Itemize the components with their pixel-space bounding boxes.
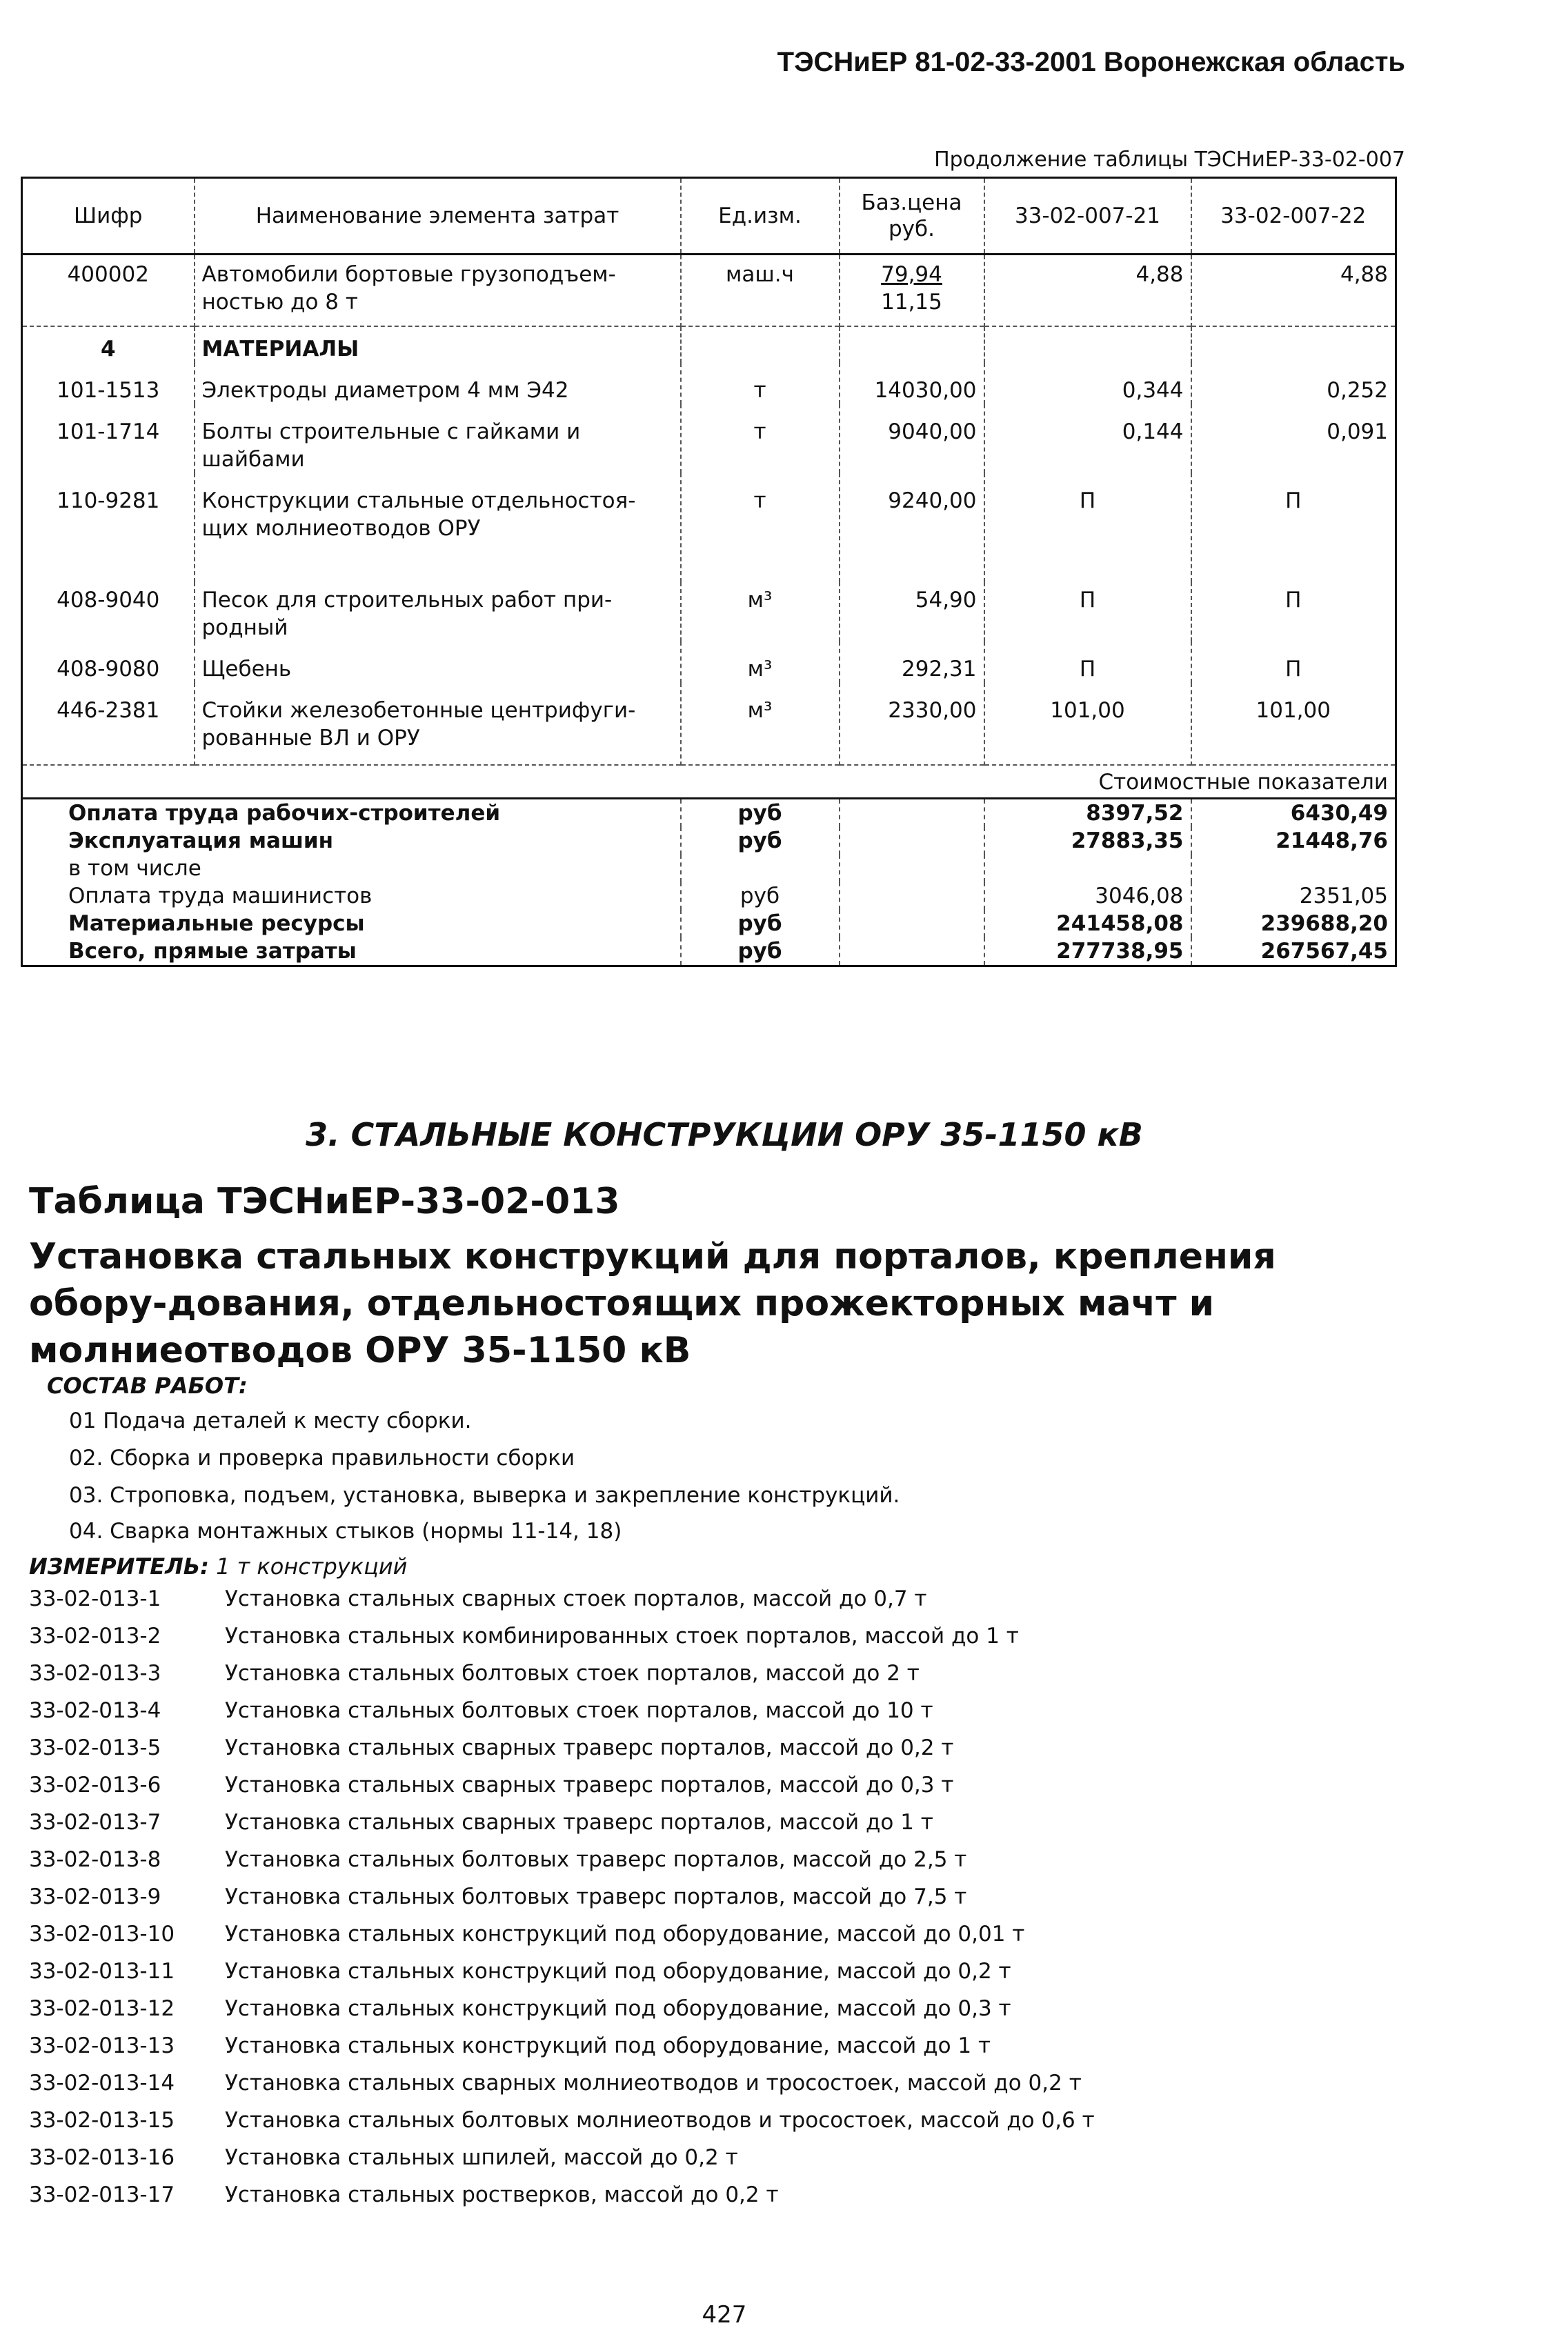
row-code: 101-1714 [57,419,160,444]
norm-description: Установка стальных конструкций под оборудование, массой до 0,3 т [225,1996,1011,2021]
norm-description: Установка стальных болтовых стоек порталов, массой до 10 т [225,1698,933,1723]
row-value-22: П [1191,641,1396,683]
operation-item: 04. Сварка монтажных стыков (нормы 11-14, 18) [69,1519,622,1544]
norm-description: Установка стальных болтовых траверс порталов, массой до 2,5 т [225,1847,967,1872]
group-name: МАТЕРИАЛЫ [195,326,681,363]
norm-code: 33-02-013-7 [29,1810,161,1835]
table-row-materials-group [22,326,1396,363]
table-name: Таблица ТЭСНиЕР-33-02-013 [29,1181,620,1222]
norm-description: Установка стальных сварных траверс порталов, массой до 0,3 т [225,1773,954,1798]
row-value-22: 4,88 [1191,255,1396,327]
norm-code: 33-02-013-17 [29,2182,175,2207]
row-code: 400002 [67,262,149,287]
summary-row [22,799,1396,828]
row-unit: м³ [681,683,840,765]
table-title: Установка стальных конструкций для порталов, крепления обору-дования, отдельностоящих прожекторных мачт и молниеотводов ОРУ 35-1150 кВ [29,1236,1276,1371]
operation-item: 02. Сборка и проверка правильности сборки [69,1446,575,1471]
col-header-name: Наименование элемента затрат [195,178,681,255]
norm-code: 33-02-013-6 [29,1773,161,1798]
norm-code: 33-02-013-10 [29,1922,175,1947]
row-value-21: 101,00 [984,683,1191,765]
row-value-22: 0,091 [1191,404,1396,473]
row-value-21: П [984,473,1191,582]
table-row [22,404,1396,473]
meter-label: ИЗМЕРИТЕЛЬ: [29,1553,209,1580]
row-price: 292,31 [840,641,984,683]
row-name: Болты строительные с гайками и шайбами [195,404,681,473]
summary-value-21: 241458,08 [984,910,1191,937]
norm-description: Установка стальных болтовых стоек порталов, массой до 2 т [225,1661,920,1686]
row-unit: т [681,404,840,473]
row-price: 9240,00 [840,473,984,582]
table-header-row [22,178,1396,255]
cost-indicators-header-row [22,765,1396,799]
col-header-code: Шифр [22,178,195,255]
work-composition-label: СОСТАВ РАБОТ: [47,1373,248,1399]
row-value-21: 0,144 [984,404,1191,473]
resource-table [21,177,1397,967]
table-row [22,641,1396,683]
summary-value-22: 239688,20 [1191,910,1396,937]
summary-value-21: 8397,52 [984,799,1191,828]
row-price: 54,90 [840,582,984,641]
summary-value-21: 3046,08 [984,882,1191,910]
norm-code: 33-02-013-2 [29,1624,161,1649]
col-header-unit: Ед.изм. [681,178,840,255]
row-value-21: 4,88 [984,255,1191,327]
norm-code: 33-02-013-14 [29,2071,175,2096]
norm-description: Установка стальных сварных молниеотводов и тросостоек, массой до 0,2 т [225,2071,1082,2096]
row-price: 2330,00 [840,683,984,765]
group-code: 4 [22,326,195,363]
table-row-machine [22,255,1396,327]
norm-description: Установка стальных болтовых траверс порталов, массой до 7,5 т [225,1884,967,1909]
row-price [840,255,984,327]
cost-indicators-header: Стоимостные показатели [22,765,1396,799]
norm-code: 33-02-013-9 [29,1884,161,1909]
norm-code: 33-02-013-5 [29,1735,161,1760]
norm-code: 33-02-013-13 [29,2033,175,2058]
summary-value-22: 267567,45 [1191,937,1396,966]
operation-item: 03. Строповка, подъем, установка, выверка и закрепление конструкций. [69,1483,900,1508]
row-price-main: 79,94 [881,262,942,287]
row-price: 14030,00 [840,363,984,404]
norm-description: Установка стальных сварных траверс порталов, массой до 1 т [225,1810,933,1835]
summary-label: Всего, прямые затраты [68,939,357,964]
meter-line [29,1553,407,1580]
norm-description: Установка стальных болтовых молниеотводов и тросостоек, массой до 0,6 т [225,2108,1095,2133]
norm-code: 33-02-013-4 [29,1698,161,1723]
row-code: 446-2381 [57,698,160,723]
row-value-22: П [1191,473,1396,582]
summary-row [22,937,1396,966]
summary-unit [681,855,840,882]
summary-label: Оплата труда машинистов [68,884,373,908]
norm-code: 33-02-013-12 [29,1996,175,2021]
summary-value-21 [984,855,1191,882]
summary-row [22,855,1396,882]
norm-description: Установка стальных конструкций под оборудование, массой до 0,01 т [225,1922,1025,1947]
norm-description: Установка стальных ростверков, массой до 0,2 т [225,2182,779,2207]
summary-unit: руб [681,827,840,855]
norm-description: Установка стальных сварных траверс порталов, массой до 0,2 т [225,1735,954,1760]
row-code: 408-9040 [57,588,160,613]
summary-unit: руб [681,937,840,966]
row-unit: т [681,473,840,582]
summary-label: Эксплуатация машин [68,828,334,853]
row-name: Щебень [195,641,681,683]
norm-code: 33-02-013-1 [29,1586,161,1611]
summary-row [22,827,1396,855]
row-name: Электроды диаметром 4 мм Э42 [195,363,681,404]
row-value-21: П [984,641,1191,683]
row-price-secondary: 11,15 [881,290,942,315]
row-value-22: 101,00 [1191,683,1396,765]
summary-unit: руб [681,882,840,910]
row-code: 110-9281 [57,488,160,513]
summary-value-22 [1191,855,1396,882]
section-title: 3. СТАЛЬНЫЕ КОНСТРУКЦИИ ОРУ 35-1150 кВ [306,1116,1143,1153]
norm-code: 33-02-013-16 [29,2145,175,2170]
summary-value-22: 2351,05 [1191,882,1396,910]
norm-description: Установка стальных конструкций под оборудование, массой до 0,2 т [225,1959,1011,1984]
row-value-22: П [1191,582,1396,641]
summary-label: Материальные ресурсы [68,911,365,936]
norm-description: Установка стальных конструкций под оборудование, массой до 1 т [225,2033,991,2058]
summary-unit: руб [681,910,840,937]
row-name: Песок для строительных работ при-родный [195,582,681,641]
summary-value-22: 6430,49 [1191,799,1396,828]
norm-description: Установка стальных комбинированных стоек порталов, массой до 1 т [225,1624,1019,1649]
meter-value: 1 т конструкций [216,1553,408,1580]
table-row [22,473,1396,582]
row-unit: маш.ч [681,255,840,327]
page-number: 427 [702,2301,747,2329]
norm-description: Установка стальных сварных стоек порталов, массой до 0,7 т [225,1586,927,1611]
row-value-22: 0,252 [1191,363,1396,404]
row-price: 9040,00 [840,404,984,473]
operation-item: 01 Подача деталей к месту сборки. [69,1409,472,1433]
row-unit: м³ [681,641,840,683]
norm-code: 33-02-013-8 [29,1847,161,1872]
row-code: 408-9080 [57,657,160,681]
col-header-norm-22: 33-02-007-22 [1191,178,1396,255]
norm-description: Установка стальных шпилей, массой до 0,2 т [225,2145,738,2170]
col-header-price: Баз.цена руб. [840,178,984,255]
summary-value-21: 27883,35 [984,827,1191,855]
summary-value-21: 277738,95 [984,937,1191,966]
norm-code: 33-02-013-11 [29,1959,175,1984]
summary-unit: руб [681,799,840,828]
summary-label: Оплата труда рабочих-строителей [68,801,501,826]
table-continuation-label: Продолжение таблицы ТЭСНиЕР-33-02-007 [934,148,1405,172]
table-row [22,683,1396,765]
summary-label: в том числе [68,856,201,881]
summary-row [22,910,1396,937]
norm-code: 33-02-013-15 [29,2108,175,2133]
running-header: ТЭСНиЕР 81-02-33-2001 Воронежская область [777,47,1405,77]
row-value-21: 0,344 [984,363,1191,404]
norm-code: 33-02-013-3 [29,1661,161,1686]
table-row [22,363,1396,404]
row-code: 101-1513 [57,378,160,403]
row-unit: т [681,363,840,404]
row-unit: м³ [681,582,840,641]
col-header-norm-21: 33-02-007-21 [984,178,1191,255]
row-name: Автомобили бортовые грузоподъем-ностью до 8 т [195,255,681,327]
row-name: Конструкции стальные отдельностоя-щих молниеотводов ОРУ [195,473,681,582]
summary-value-22: 21448,76 [1191,827,1396,855]
row-value-21: П [984,582,1191,641]
row-name: Стойки железобетонные центрифуги-рованные ВЛ и ОРУ [195,683,681,765]
table-row [22,582,1396,641]
summary-row [22,882,1396,910]
